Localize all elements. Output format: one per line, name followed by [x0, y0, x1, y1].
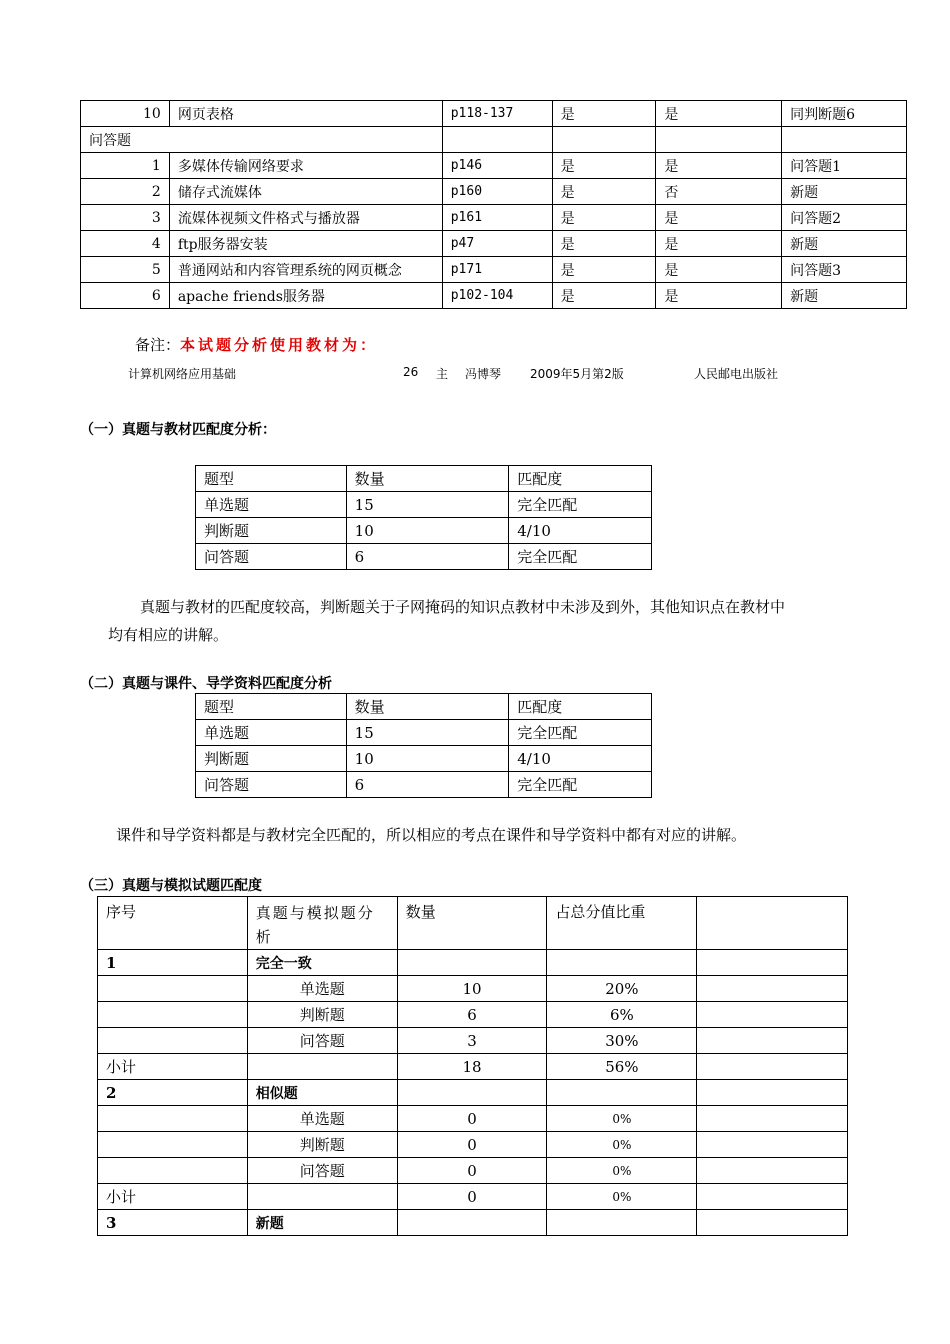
book-number: 26 [403, 365, 419, 379]
page-cell: p146 [442, 153, 552, 179]
table-row [98, 1132, 848, 1158]
topic-cell: 普通网站和内容管理系统的网页概念 [169, 257, 442, 283]
pct-cell: 30% [547, 1028, 697, 1054]
column-header: 数量 [397, 897, 547, 950]
table-row [196, 720, 652, 746]
note-cell: 问答题1 [782, 153, 907, 179]
table-row [98, 1080, 848, 1106]
count-cell: 0 [397, 1158, 547, 1184]
count-cell: 18 [397, 1054, 547, 1080]
section-label: 问答题 [81, 127, 443, 153]
section1-match-table [195, 465, 652, 570]
topic-cell: apache friends服务器 [169, 283, 442, 309]
match-cell: 否 [656, 179, 782, 205]
column-header: 占总分值比重 [547, 897, 697, 950]
note-label: 备注： [135, 336, 181, 354]
match-cell: 4/10 [509, 746, 652, 772]
row-number: 2 [81, 179, 170, 205]
pct-cell: 56% [547, 1054, 697, 1080]
note-cell: 问答题2 [782, 205, 907, 231]
column-header: 匹配度 [509, 466, 652, 492]
book-title: 计算机网络应用基础 [128, 367, 237, 381]
pct-cell: 0% [547, 1158, 697, 1184]
item-label: 问答题 [247, 1028, 397, 1054]
count-cell: 0 [397, 1132, 547, 1158]
table-row [196, 492, 652, 518]
match-cell: 是 [552, 153, 656, 179]
note-emphasis: 本试题分析使用教材为： [180, 336, 379, 354]
note-cell: 同判断题6 [782, 101, 907, 127]
column-header: 匹配度 [509, 694, 652, 720]
count-cell: 10 [397, 976, 547, 1002]
match-cell: 完全匹配 [509, 772, 652, 798]
item-label: 单选题 [247, 1106, 397, 1132]
column-header [697, 897, 848, 950]
table-row [98, 1158, 848, 1184]
column-header: 题型 [196, 466, 347, 492]
match-cell: 是 [656, 153, 782, 179]
item-label: 判断题 [247, 1002, 397, 1028]
table-header-row [196, 466, 652, 492]
section3-heading: （三）真题与模拟试题匹配度 [80, 878, 262, 894]
count-cell: 0 [397, 1184, 547, 1210]
table-row [196, 544, 652, 570]
item-label: 判断题 [247, 1132, 397, 1158]
page-cell: p171 [442, 257, 552, 283]
match-cell: 是 [656, 205, 782, 231]
table-row [98, 950, 848, 976]
type-cell: 单选题 [196, 720, 347, 746]
match-cell: 完全匹配 [509, 492, 652, 518]
count-cell: 15 [346, 720, 509, 746]
group-title: 新题 [247, 1210, 397, 1236]
row-number: 6 [81, 283, 170, 309]
group-title: 完全一致 [247, 950, 397, 976]
row-number: 3 [81, 205, 170, 231]
match-cell: 是 [656, 283, 782, 309]
match-cell: 是 [552, 257, 656, 283]
item-label: 单选题 [247, 976, 397, 1002]
table-row [81, 179, 907, 205]
table-header-row [196, 694, 652, 720]
table-row [98, 1002, 848, 1028]
section3-simulation-table [97, 896, 848, 1236]
subtotal-label: 小计 [98, 1184, 248, 1210]
count-cell: 10 [346, 518, 509, 544]
subtotal-row [98, 1184, 848, 1210]
textbook-note [135, 334, 378, 355]
table-row [81, 101, 907, 127]
page-cell: p118-137 [442, 101, 552, 127]
table-row [196, 746, 652, 772]
page-cell: p102-104 [442, 283, 552, 309]
type-cell: 问答题 [196, 544, 347, 570]
note-cell: 新题 [782, 231, 907, 257]
textbook-info [128, 365, 828, 385]
table-row [196, 772, 652, 798]
note-cell: 新题 [782, 283, 907, 309]
count-cell: 6 [397, 1002, 547, 1028]
column-header: 数量 [346, 694, 509, 720]
match-cell: 是 [656, 231, 782, 257]
table-row [81, 231, 907, 257]
match-cell: 是 [656, 257, 782, 283]
match-cell: 完全匹配 [509, 720, 652, 746]
table-row [81, 257, 907, 283]
item-label: 问答题 [247, 1158, 397, 1184]
section2-match-table [195, 693, 652, 798]
topic-cell: ftp服务器安装 [169, 231, 442, 257]
count-cell: 10 [346, 746, 509, 772]
subtotal-row [98, 1054, 848, 1080]
paragraph-line: 均有相应的讲解。 [108, 626, 229, 644]
type-cell: 单选题 [196, 492, 347, 518]
section1-paragraph [108, 593, 785, 649]
header-line: 析 [255, 928, 273, 946]
match-cell: 完全匹配 [509, 544, 652, 570]
column-header: 序号 [98, 897, 248, 950]
pct-cell: 20% [547, 976, 697, 1002]
table-row [98, 976, 848, 1002]
row-number: 1 [81, 153, 170, 179]
column-header: 题型 [196, 694, 347, 720]
pct-cell: 6% [547, 1002, 697, 1028]
section1-heading: （一）真题与教材匹配度分析： [80, 422, 276, 438]
table-row [98, 1028, 848, 1054]
match-cell: 是 [656, 101, 782, 127]
group-title: 相似题 [247, 1080, 397, 1106]
type-cell: 判断题 [196, 518, 347, 544]
table-header-row [98, 897, 848, 950]
page-cell: p47 [442, 231, 552, 257]
paragraph-line: 真题与教材的匹配度较高，判断题关于子网掩码的知识点教材中未涉及到外，其他知识点在教材中 [140, 598, 786, 616]
group-number: 3 [98, 1210, 248, 1236]
match-cell: 4/10 [509, 518, 652, 544]
type-cell: 判断题 [196, 746, 347, 772]
table-row [196, 518, 652, 544]
subtotal-label: 小计 [98, 1054, 248, 1080]
count-cell: 3 [397, 1028, 547, 1054]
pct-cell: 0% [547, 1184, 697, 1210]
section2-paragraph: 课件和导学资料都是与教材完全匹配的，所以相应的考点在课件和导学资料中都有对应的讲解。 [116, 826, 747, 844]
page-cell: p161 [442, 205, 552, 231]
topic-cell: 多媒体传输网络要求 [169, 153, 442, 179]
type-cell: 问答题 [196, 772, 347, 798]
column-header [247, 897, 397, 950]
pct-cell: 0% [547, 1132, 697, 1158]
column-header: 数量 [346, 466, 509, 492]
note-cell: 新题 [782, 179, 907, 205]
book-edition: 2009年5月第2版 [530, 367, 624, 381]
count-cell: 6 [346, 772, 509, 798]
group-number: 1 [98, 950, 248, 976]
note-cell: 问答题3 [782, 257, 907, 283]
row-number: 10 [81, 101, 170, 127]
question-mapping-table [80, 100, 907, 309]
topic-cell: 流媒体视频文件格式与播放器 [169, 205, 442, 231]
table-row [81, 283, 907, 309]
match-cell: 是 [552, 205, 656, 231]
topic-cell: 储存式流媒体 [169, 179, 442, 205]
count-cell: 15 [346, 492, 509, 518]
count-cell: 0 [397, 1106, 547, 1132]
group-number: 2 [98, 1080, 248, 1106]
pct-cell: 0% [547, 1106, 697, 1132]
book-author: 冯博琴 [465, 367, 502, 381]
book-publisher: 人民邮电出版社 [694, 367, 779, 381]
row-number: 4 [81, 231, 170, 257]
page-cell: p160 [442, 179, 552, 205]
section2-heading: （二）真题与课件、导学资料匹配度分析 [80, 676, 332, 692]
table-row [98, 1106, 848, 1132]
count-cell: 6 [346, 544, 509, 570]
row-number: 5 [81, 257, 170, 283]
topic-cell: 网页表格 [169, 101, 442, 127]
table-row [98, 1210, 848, 1236]
match-cell: 是 [552, 179, 656, 205]
match-cell: 是 [552, 101, 656, 127]
header-line: 真题与模拟题分 [255, 904, 375, 922]
table-row [81, 205, 907, 231]
match-cell: 是 [552, 231, 656, 257]
book-role: 主 [436, 367, 449, 381]
table-row [81, 153, 907, 179]
table-row [81, 127, 907, 153]
match-cell: 是 [552, 283, 656, 309]
